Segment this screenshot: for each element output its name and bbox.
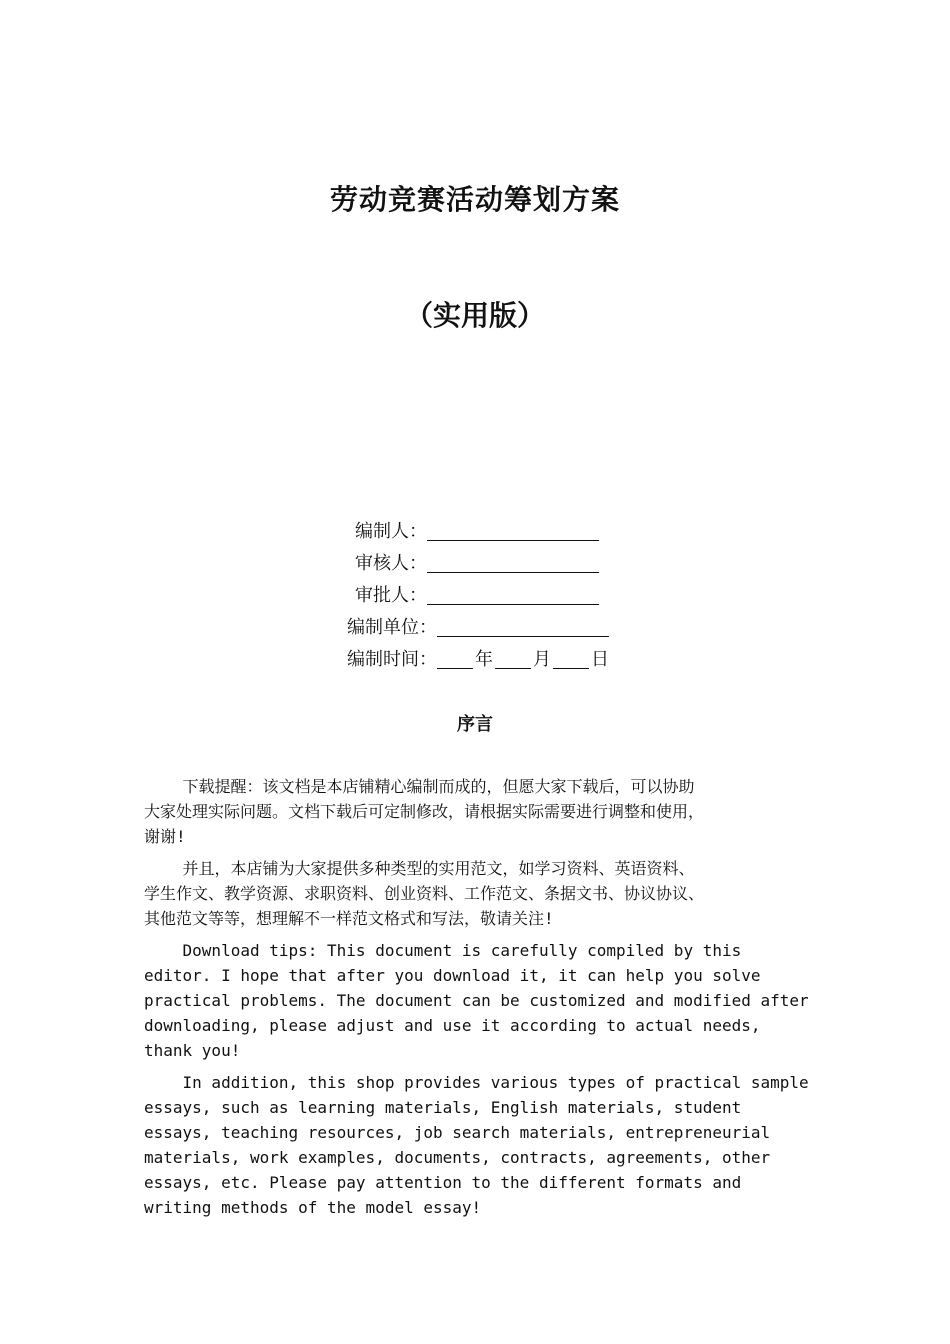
reviewer-label: 审核人： [355,553,427,574]
approver-blank [427,584,599,605]
reviewer-row [300,546,660,578]
preface-paragraph-download-tips-en: Download tips: This document is carefully compiled by this editor. I hope that after you download it, it can help you solve practical problems. The document can be customized and modified after downloading, please adjust and use it according to actual needs, thank you! [144,941,809,1060]
preface-paragraph-download-reminder: 下载提醒：该文档是本店铺精心编制而成的，但愿大家下载后，可以协助 大家处理实际问题。文档下载后可定制修改，请根据实际需要进行调整和使用， 谢谢! [144,777,705,846]
time-row [300,642,660,674]
document-subtitle: （实用版） [404,299,545,332]
time-label: 编制时间： [347,649,437,670]
preface-paragraph-shop-offer-en: In addition, this shop provides various types of practical sample essays, such as learning materials, English materials, student essays, teaching resources, job search materials, entrepreneurial materials, work examples, documents, contracts, agreements, other essays, etc. Please pay attention to the different formats and writing methods of the model essay! [144,1073,809,1217]
unit-label: 编制单位： [347,617,437,638]
unit-row [300,610,660,642]
month-blank [495,648,531,669]
compiler-label: 编制人： [355,521,427,542]
signature-form [300,514,660,674]
unit-blank [437,616,609,637]
compiler-blank [427,520,599,541]
year-label: 年 [475,649,493,670]
compiler-row [300,514,660,546]
document-title: 劳动竞赛活动筹划方案 [329,183,620,216]
reviewer-blank [427,552,599,573]
approver-row [300,578,660,610]
preface-title: 序言 [457,714,493,735]
day-label: 日 [591,649,609,670]
preface-paragraph-shop-offer: 并且，本店铺为大家提供多种类型的实用范文，如学习资料、英语资料、 学生作文、教学资源、求职资料、创业资料、工作范文、条据文书、协议协议、 其他范文等等，想理解不一样范文格式和写法，敬请关注! [144,859,705,928]
approver-label: 审批人： [355,585,427,606]
year-blank [437,648,473,669]
month-label: 月 [533,649,551,670]
day-blank [553,648,589,669]
